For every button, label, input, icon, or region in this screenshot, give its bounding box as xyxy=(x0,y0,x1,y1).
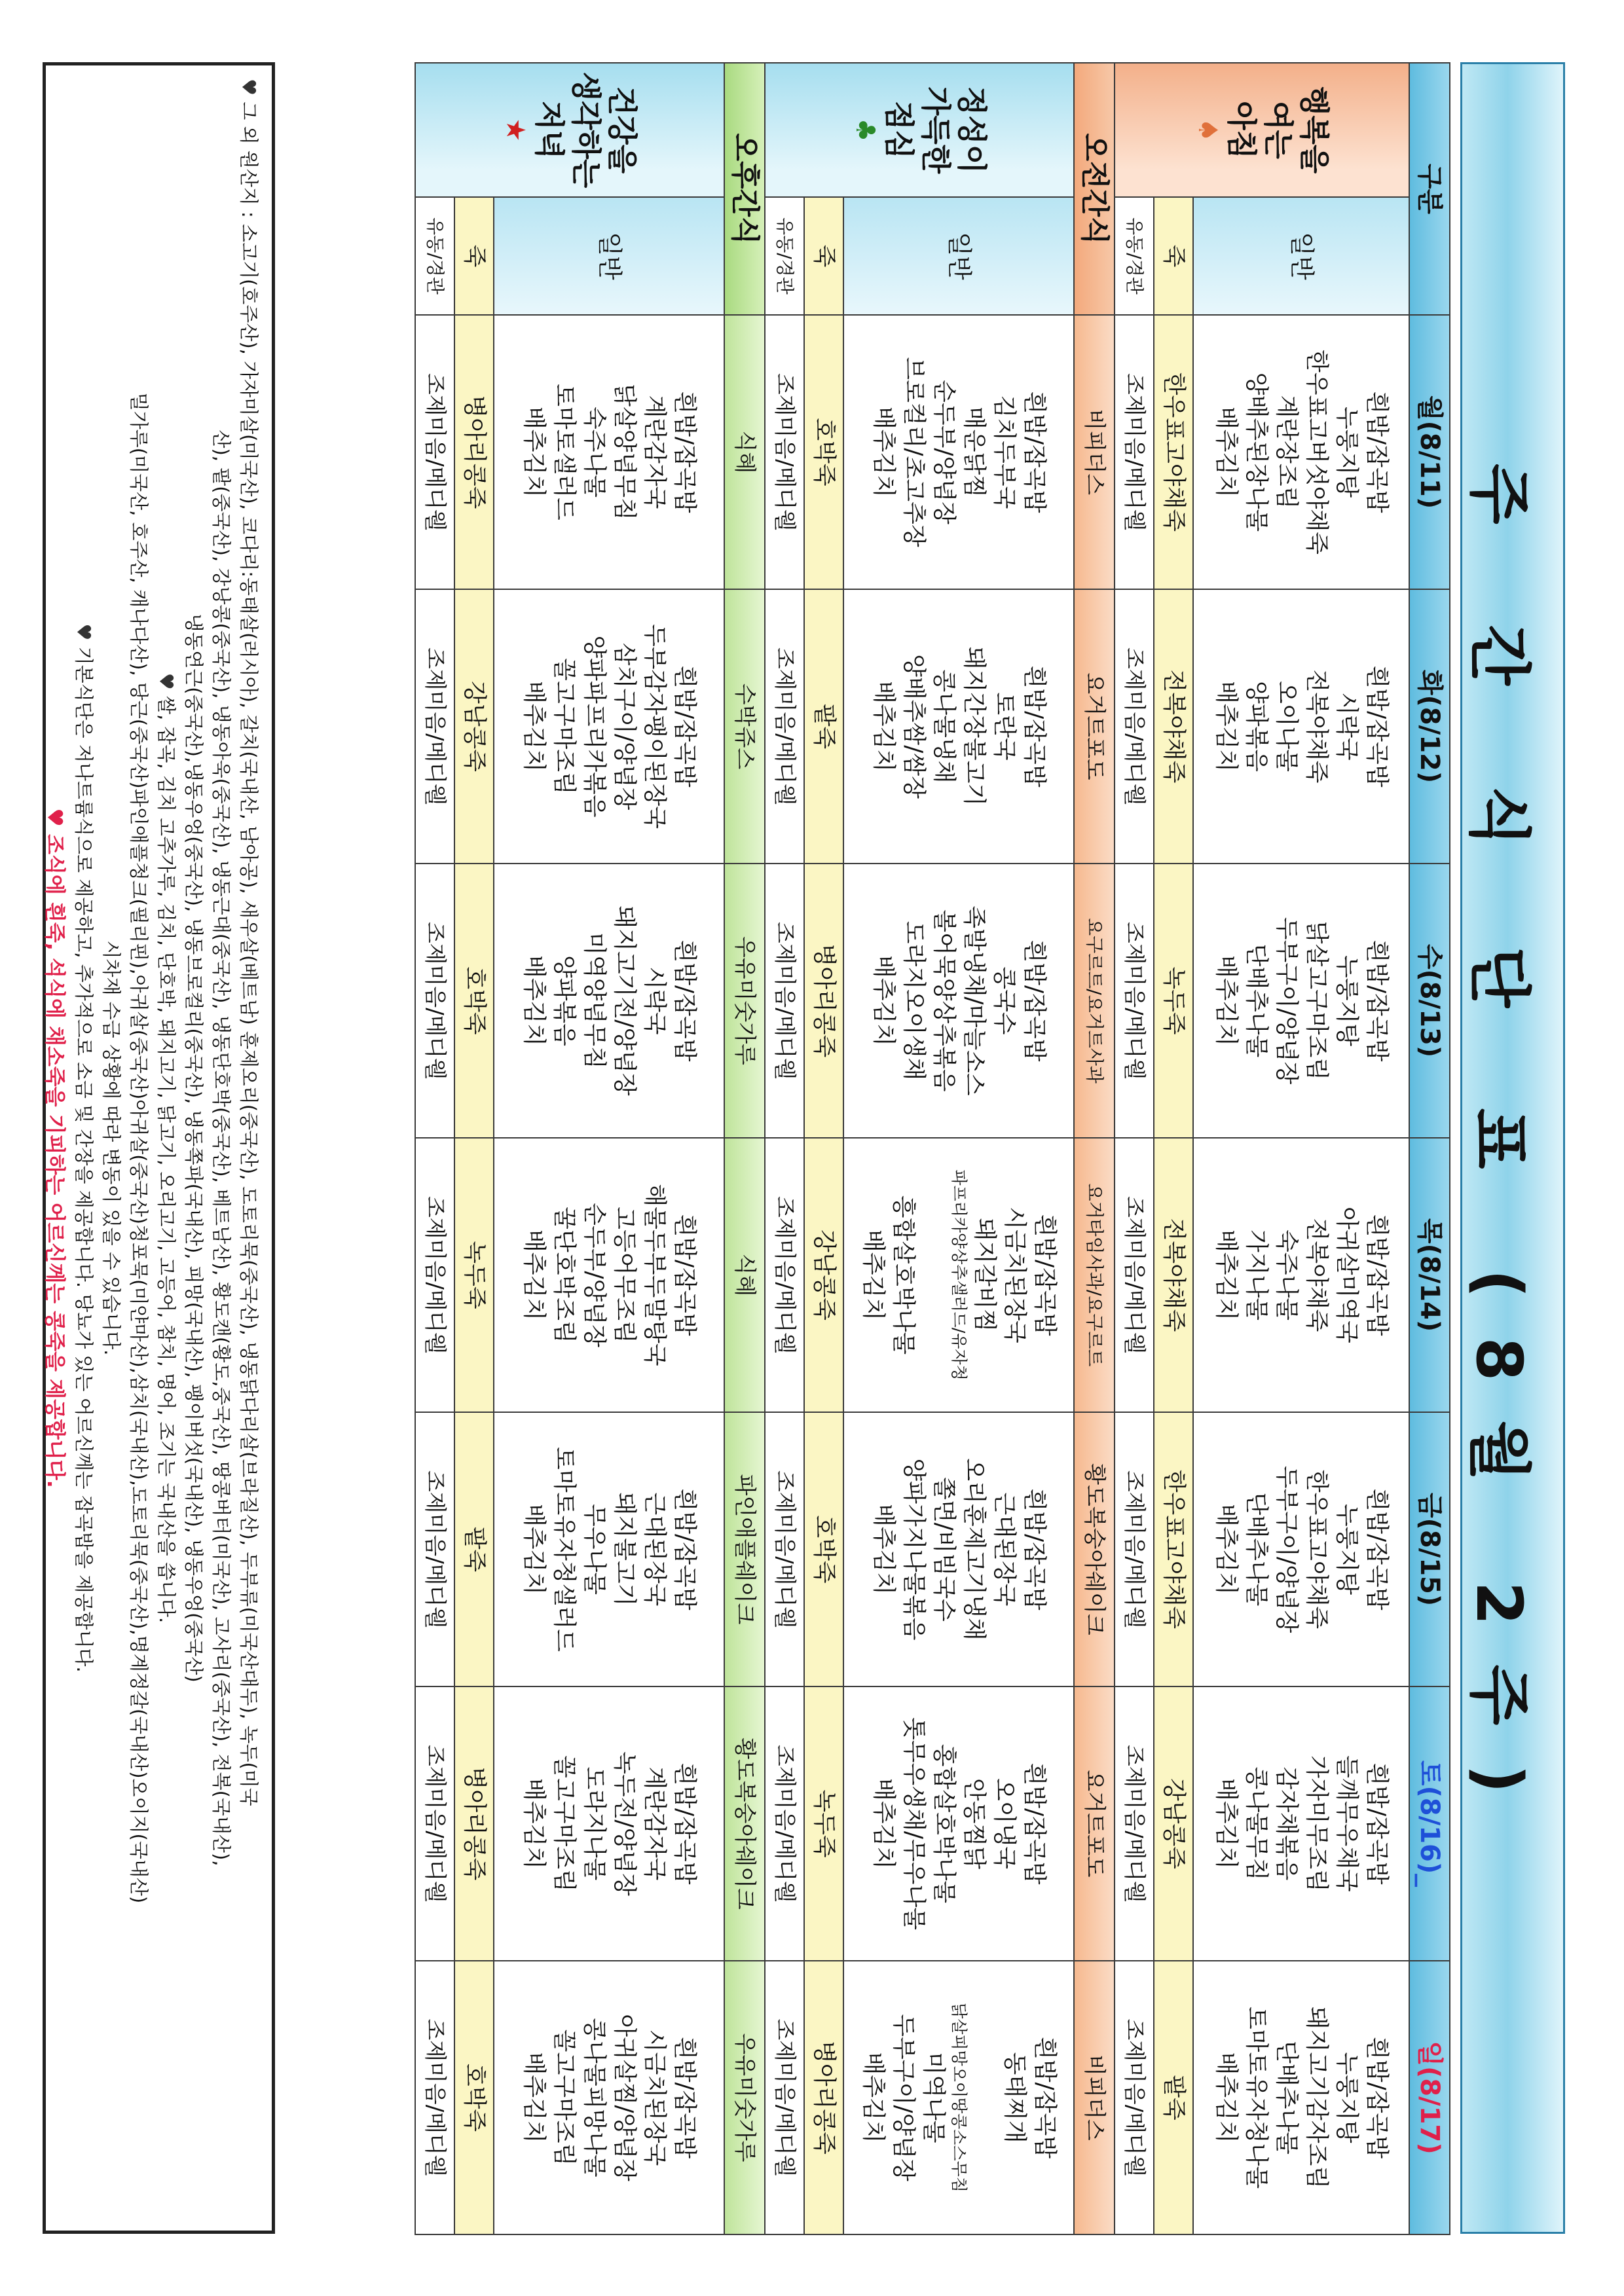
breakfast-symbol-icon: ♠ xyxy=(1192,118,1223,142)
day-header-wed: 수(8/13) xyxy=(1409,864,1450,1138)
dinner-tube-day-5: 조제미음/메디웰 xyxy=(415,1686,454,1961)
dish-item: 누룽지탕 xyxy=(1333,406,1361,498)
dish-item: 돼지고기감자조림 xyxy=(1303,2006,1331,2189)
lunch-tube-day-4: 조제미음/메디웰 xyxy=(765,1412,804,1686)
breakfast-porridge-day-0: 한우표고야채죽 xyxy=(1154,315,1193,589)
breakfast-label-line: 여는 xyxy=(1260,101,1296,159)
dish-item: 숙주나물 xyxy=(1273,1229,1300,1321)
dish-item: 근대된장국 xyxy=(991,1492,1018,1607)
am_snack-day-0: 비피더스 xyxy=(1074,315,1115,589)
dish-item: 배추김치 xyxy=(1212,1503,1240,1595)
lunch-porridge-day-4: 호박죽 xyxy=(804,1412,843,1686)
dish-item: 양배추쌈/쌈장 xyxy=(900,654,927,799)
pm_snack-label: 오후간식 xyxy=(724,63,765,315)
category-header: 구분 xyxy=(1409,63,1450,315)
dish-item: 아귀살미역국 xyxy=(1333,1207,1361,1343)
dish-item: 배추김치 xyxy=(520,1229,547,1321)
dish-item: 배추김치 xyxy=(1212,1777,1240,1870)
lunch-porridge-day-5: 녹두죽 xyxy=(804,1686,843,1961)
day-header-fri: 금(8/15) xyxy=(1409,1412,1450,1686)
dish-item: 흰밥/잡곡밥 xyxy=(1363,1762,1391,1885)
warning-text: 조식에 흰죽, 석식에 채소죽을 기피하는 어르신께는 콩죽을 제공합니다. xyxy=(42,834,67,1488)
dinner-porridge-label: 죽 xyxy=(454,197,494,315)
dish-item: 콩국수 xyxy=(991,966,1018,1035)
dish-item: 들깨무우채국 xyxy=(1333,1755,1361,1892)
am_snack-day-4: 황도복숭아쉐이크 xyxy=(1074,1412,1115,1686)
dish-item: 콩나물피망나물 xyxy=(581,2018,608,2178)
dish-item: 닭살고구마조림 xyxy=(1303,920,1331,1081)
dinner-general-day-4 xyxy=(494,1412,724,1686)
notes-warning-line xyxy=(39,79,69,2217)
dish-item: 오이나물 xyxy=(1273,680,1300,773)
dish-item xyxy=(918,1139,948,1412)
breakfast-general-day-6 xyxy=(1193,1961,1409,2234)
dish-item: 한우표고버섯야채죽 xyxy=(1303,350,1331,555)
menu-body xyxy=(415,63,1409,2234)
pm_snack-row xyxy=(724,63,765,2234)
dish-item: 꼴고구마조림 xyxy=(550,658,578,795)
dinner-tube-row xyxy=(415,63,454,2234)
heart-bullet-icon: ♥ xyxy=(238,79,260,102)
dinner-porridge-day-0: 병아리콩죽 xyxy=(454,315,494,589)
breakfast-general-label: 일반 xyxy=(1193,197,1409,315)
am_snack-day-1: 요거트포도 xyxy=(1074,589,1115,864)
pm_snack-day-4: 파인애플쉐이크 xyxy=(724,1412,765,1686)
pm_snack-day-6: 우유미숫가루 xyxy=(724,1961,765,2234)
dish-item: 가지나물 xyxy=(1242,1229,1270,1321)
dish-item: 흰밥/잡곡밥 xyxy=(671,665,699,788)
dish-item: 시금치된장국 xyxy=(1001,1207,1029,1343)
dish-item: 쫄면/비빔국수 xyxy=(931,1477,957,1622)
dish-item: 두부감자팽이된장국 xyxy=(641,624,669,829)
dish-item: 흰밥/잡곡밥 xyxy=(1363,1214,1391,1336)
dinner-porridge-day-6: 호박죽 xyxy=(454,1961,494,2234)
day-header-sat: 토(8/16)_ xyxy=(1409,1686,1450,1961)
lunch-general-day-5 xyxy=(843,1686,1074,1961)
dish-item: 순두부/양념장 xyxy=(581,1203,608,1347)
dinner-porridge-day-2: 호박죽 xyxy=(454,864,494,1138)
dish-item: 매운닭찜 xyxy=(961,406,988,498)
dish-item: 배추김치 xyxy=(870,1777,897,1870)
lunch-general-label: 일반 xyxy=(843,197,1074,315)
notes-origin-line xyxy=(153,79,180,2217)
menu-frame xyxy=(39,62,1565,2234)
lunch-porridge-day-6: 병아리콩죽 xyxy=(804,1961,843,2234)
dish-item: 톳무우생채/무우나물 xyxy=(900,1717,927,1931)
dish-item: 배추김치 xyxy=(520,406,547,498)
lunch-general-day-0 xyxy=(843,315,1074,589)
notes-rule-line xyxy=(70,79,98,2217)
lunch-tube-day-1: 조제미음/메디웰 xyxy=(765,589,804,864)
dish-item: 전복야채죽 xyxy=(1303,1218,1331,1332)
dish-item: 시금치된장국 xyxy=(641,2029,669,2166)
dinner-general-row xyxy=(494,63,724,2234)
dish-item: 족발냉채/마늘소스 xyxy=(961,905,988,1096)
dinner-label-line: 생각하는 xyxy=(568,71,604,189)
breakfast-general-day-3 xyxy=(1193,1138,1409,1412)
dish-item: 시락국 xyxy=(1333,692,1361,761)
dish-item: 배추김치 xyxy=(520,955,547,1047)
dish-item: 계란장조림 xyxy=(1273,395,1300,509)
am_snack-day-5: 요거트포도 xyxy=(1074,1686,1115,1961)
notes-origin-line xyxy=(235,79,263,2217)
dish-item: 미역양념무침 xyxy=(581,932,608,1069)
lunch-porridge-row xyxy=(804,63,843,2234)
dinner-general-day-2 xyxy=(494,864,724,1138)
breakfast-label-line: 아침 xyxy=(1224,101,1260,159)
dish-item: 흰밥/잡곡밥 xyxy=(1021,665,1048,788)
pm_snack-day-0: 식혜 xyxy=(724,315,765,589)
dinner-porridge-day-1: 강남콩죽 xyxy=(454,589,494,864)
dish-item: 숙주나물 xyxy=(581,406,608,498)
dish-item: 배추김치 xyxy=(870,680,897,773)
breakfast-porridge-day-2: 녹두죽 xyxy=(1154,864,1193,1138)
dinner-general-day-1 xyxy=(494,589,724,864)
breakfast-general-day-5 xyxy=(1193,1686,1409,1961)
notes-origin-line: 산), 팥(중국산), 강낭콩(중국산), 냉동아욱(중국산), 냉동근대(중국산), 냉동단호박(중국산), 베트남산), 황도캔(황도,중국산), 땅콩버터(미국산), 고사리(중국산), 전복(국내산), xyxy=(210,429,232,1867)
dish-item: 양파볶음 xyxy=(1242,680,1270,773)
dish-item: 돼지간장불고기 xyxy=(961,646,988,807)
am_snack-day-6: 비피더스 xyxy=(1074,1961,1115,2234)
dinner-general-day-6 xyxy=(494,1961,724,2234)
dish-item: 누룽지탕 xyxy=(1333,2052,1361,2143)
dish-item: 고등어무조림 xyxy=(611,1207,638,1343)
lunch-symbol-icon: ♣ xyxy=(850,118,881,142)
dish-item: 동태찌개 xyxy=(1001,2052,1029,2143)
pm_snack-day-3: 식혜 xyxy=(724,1138,765,1412)
lunch-general-day-4 xyxy=(843,1412,1074,1686)
dish-item: 배추김치 xyxy=(1212,955,1240,1047)
breakfast-general-day-4 xyxy=(1193,1412,1409,1686)
dinner-label xyxy=(415,63,724,197)
lunch-porridge-day-1: 팥죽 xyxy=(804,589,843,864)
dish-item: 계란감자국 xyxy=(641,1766,669,1881)
dish-item: 도라지나물 xyxy=(581,1766,608,1881)
dinner-symbol-icon: ★ xyxy=(500,118,531,142)
notes-origin-line: 밀가루(미국산, 호주산, 캐나다산), 당근(중국산)파인애플청크(필리핀),아귀살(중국산)아귀살(중국산)청포묵(미얀마산),삼치(국내산),도토리묵(중국산),명계정갈(국내산)오이지(국내산) xyxy=(127,392,150,1904)
notes-origin-line: 시차재 수급 상황에 따라 변동이 있을 수 있습니다. xyxy=(100,940,122,1356)
dish-item: 홍합살호박나물 xyxy=(931,1743,957,1904)
lunch-label-line: 점심 xyxy=(881,101,917,159)
dish-item: 볼어묵양상추볶음 xyxy=(931,909,957,1092)
lunch-general-day-2 xyxy=(843,864,1074,1138)
dish-item: 배추김치 xyxy=(870,955,897,1047)
dinner-general-day-0 xyxy=(494,315,724,589)
dish-item: 가자미무조림 xyxy=(1303,1755,1331,1892)
breakfast-label xyxy=(1115,63,1409,197)
dish-item xyxy=(969,1961,999,2234)
dish-item: 콩나물무침 xyxy=(1242,1766,1270,1881)
dish-item: 토마토샐러드 xyxy=(550,384,578,520)
dish-item: 누룽지탕 xyxy=(1333,955,1361,1047)
dish-item: 흰밥/잡곡밥 xyxy=(671,1762,699,1885)
lunch-general-row xyxy=(843,63,1074,2234)
breakfast-tube-label: 유동/경관 xyxy=(1115,197,1154,315)
dish-item: 흥합살호박나물 xyxy=(889,1195,917,1355)
breakfast-general-day-0 xyxy=(1193,315,1409,589)
dish-item: 돼지고기전/양념장 xyxy=(611,905,638,1096)
dish-item: 흰밥/잡곡밥 xyxy=(671,1214,699,1336)
dish-item: 배추김치 xyxy=(1212,680,1240,773)
dish-item: 감자채볶음 xyxy=(1273,1766,1300,1881)
dinner-porridge-row xyxy=(454,63,494,2234)
dish-item: 꿀단호박조림 xyxy=(550,1207,578,1343)
origin-text-1: 그 외 원산지 : 소고기(호주산), 가자미살(미국산), 코다리:동태살(러시아), 갈치(국내산, 남아공), 새우살(베트남) 훈제오리(중국산), 도토리묵(중국산), 냉동닭다리살(브라질산), 두부류(미국산대두), 녹두(미국 xyxy=(238,101,260,1806)
dish-item: 꼴고구마조림 xyxy=(550,1755,578,1892)
breakfast-porridge-day-5: 강남콩죽 xyxy=(1154,1686,1193,1961)
dish-item: 김치두부국 xyxy=(991,395,1018,509)
dish-item: 흰밥/잡곡밥 xyxy=(671,391,699,513)
dish-item: 양파가지나물볶음 xyxy=(900,1458,927,1641)
dish-item: 흰밥/잡곡밥 xyxy=(671,1488,699,1611)
dish-item: 흰밥/잡곡밥 xyxy=(1031,1214,1059,1336)
dish-item: 흰밥/잡곡밥 xyxy=(1363,2036,1391,2159)
dish-item: 오이냉국 xyxy=(991,1777,1018,1870)
breakfast-tube-day-6: 조제미음/메디웰 xyxy=(1115,1961,1154,2234)
breakfast-porridge-day-4: 한우표고야채죽 xyxy=(1154,1412,1193,1686)
dish-item: 배추김치 xyxy=(520,680,547,773)
dish-item: 무우나물 xyxy=(581,1503,608,1595)
dish-item: 순두부/양념장 xyxy=(931,380,957,524)
dish-item: 흰밥/잡곡밥 xyxy=(1363,391,1391,513)
dish-item: 돼지갈비찜 xyxy=(971,1218,999,1332)
pm_snack-day-2: 우유미숫가루 xyxy=(724,864,765,1138)
breakfast-label-line: 행복을 xyxy=(1296,86,1332,174)
am_snack-label: 오전간식 xyxy=(1074,63,1115,315)
dish-item: 배추김치 xyxy=(870,406,897,498)
breakfast-tube-day-5: 조제미음/메디웰 xyxy=(1115,1686,1154,1961)
dish-item: 배추김치 xyxy=(520,1777,547,1870)
dinner-general-label: 일반 xyxy=(494,197,724,315)
breakfast-porridge-row xyxy=(1154,63,1193,2234)
lunch-porridge-day-3: 강남콩죽 xyxy=(804,1138,843,1412)
dish-item: 배추김치 xyxy=(520,1503,547,1595)
dish-item: 녹두전/양념장 xyxy=(611,1751,638,1896)
dish-item: 아귀살찜/양념장 xyxy=(611,2014,638,2181)
lunch-porridge-label: 죽 xyxy=(804,197,843,315)
heart-bullet-icon: ♥ xyxy=(155,672,177,696)
dish-item: 흰밥/잡곡밥 xyxy=(671,2036,699,2159)
dinner-tube-day-4: 조제미음/메디웰 xyxy=(415,1412,454,1686)
dinner-tube-day-6: 조제미음/메디웰 xyxy=(415,1961,454,2234)
dish-item: 누룽지탕 xyxy=(1333,1503,1361,1595)
dish-item: 파프리카양상추샐러드/유자청 xyxy=(950,1169,969,1381)
header-row xyxy=(1409,63,1450,2234)
dish-item: 흰밥/잡곡밥 xyxy=(1021,939,1048,1062)
dish-item: 닭살피망오이땅콩소스무침 xyxy=(950,2003,969,2193)
dish-item: 브로컬리/초고추장 xyxy=(900,357,927,547)
lunch-tube-day-0: 조제미음/메디웰 xyxy=(765,315,804,589)
dinner-general-day-5 xyxy=(494,1686,724,1961)
breakfast-tube-day-3: 조제미음/메디웰 xyxy=(1115,1138,1154,1412)
breakfast-porridge-label: 죽 xyxy=(1154,197,1193,315)
dish-item: 흰밥/잡곡밥 xyxy=(1363,665,1391,788)
day-header-tue: 화(8/12) xyxy=(1409,589,1450,864)
pm_snack-day-1: 수박쥬스 xyxy=(724,589,765,864)
lunch-tube-day-5: 조제미음/메디웰 xyxy=(765,1686,804,1961)
dish-item: 토란국 xyxy=(991,692,1018,761)
dinner-porridge-day-5: 병아리콩죽 xyxy=(454,1686,494,1961)
dinner-label-line: 건강을 xyxy=(604,86,640,174)
dish-item: 양파파프리카볶음 xyxy=(581,635,608,818)
dish-item: 미역나물 xyxy=(920,2052,947,2143)
lunch-general-day-1 xyxy=(843,589,1074,864)
lunch-tube-row xyxy=(765,63,804,2234)
dinner-tube-day-1: 조제미음/메디웰 xyxy=(415,589,454,864)
dish-item: 계란감자국 xyxy=(641,395,669,509)
day-header-thu: 목(8/14) xyxy=(1409,1138,1450,1412)
lunch-general-day-6 xyxy=(843,1961,1074,2234)
dish-item: 토마토유자청샐러드 xyxy=(550,1447,578,1652)
dish-item: 흰밥/잡곡밥 xyxy=(1021,1488,1048,1611)
am_snack-row xyxy=(1074,63,1115,2234)
pm_snack-day-5: 황도복숭아쉐이크 xyxy=(724,1686,765,1961)
lunch-label-line: 정성이 xyxy=(953,86,989,174)
dish-item: 흰밥/잡곡밥 xyxy=(1363,939,1391,1062)
breakfast-porridge-day-1: 전복야채죽 xyxy=(1154,589,1193,864)
breakfast-general-day-2 xyxy=(1193,864,1409,1138)
dish-item: 배추김치 xyxy=(520,2052,547,2143)
dish-item: 닭살양념무침 xyxy=(611,384,638,520)
breakfast-general-day-1 xyxy=(1193,589,1409,864)
breakfast-tube-day-0: 조제미음/메디웰 xyxy=(1115,315,1154,589)
dish-item: 흰밥/잡곡밥 xyxy=(1031,2036,1059,2159)
lunch-tube-label: 유동/경관 xyxy=(765,197,804,315)
dish-item: 두부구이/양념장 xyxy=(1273,1465,1300,1633)
dish-item: 단배추나물 xyxy=(1242,943,1270,1058)
dish-item: 두부구이/양념장 xyxy=(1273,917,1300,1085)
day-header-mon: 월(8/11) xyxy=(1409,315,1450,589)
breakfast-tube-row xyxy=(1115,63,1154,2234)
lunch-label-line: 가득한 xyxy=(917,86,953,174)
dish-item: 배추김치 xyxy=(859,2052,887,2143)
dish-item: 콩나물냉채 xyxy=(931,669,957,784)
lunch-porridge-day-2: 병아리콩죽 xyxy=(804,864,843,1138)
notes-box xyxy=(43,62,275,2234)
dish-item: 한우표고야채죽 xyxy=(1303,1469,1331,1630)
dish-item: 흰밥/잡곡밥 xyxy=(1021,391,1048,513)
lunch-tube-day-2: 조제미음/메디웰 xyxy=(765,864,804,1138)
heart-bullet-icon: ♥ xyxy=(72,623,95,647)
dish-item: 토마토유자청나물 xyxy=(1242,2006,1270,2189)
dinner-tube-label: 유동/경관 xyxy=(415,197,454,315)
lunch-porridge-day-0: 호박죽 xyxy=(804,315,843,589)
dish-item: 배추김치 xyxy=(1212,1229,1240,1321)
dish-item: 안동찜닭 xyxy=(961,1777,988,1870)
dinner-label-line: 저녁 xyxy=(532,101,568,159)
lunch-general-day-3 xyxy=(843,1138,1074,1412)
dish-item: 오리훈제고기냉채 xyxy=(961,1458,988,1641)
title-bar xyxy=(1460,62,1565,2234)
page-title: 주 간 식 단 표 (8월 2주) xyxy=(1462,463,1536,1833)
dinner-tube-day-2: 조제미음/메디웰 xyxy=(415,864,454,1138)
dish-item: 흰밥/잡곡밥 xyxy=(1363,1488,1391,1611)
breakfast-porridge-day-3: 전복야채죽 xyxy=(1154,1138,1193,1412)
breakfast-tube-day-2: 조제미음/메디웰 xyxy=(1115,864,1154,1138)
dish-item: 단배추나물 xyxy=(1273,2041,1300,2155)
lunch-tube-day-6: 조제미음/메디웰 xyxy=(765,1961,804,2234)
dish-item: 단배추나물 xyxy=(1242,1492,1270,1607)
dish-item: 시락국 xyxy=(641,966,669,1035)
lunch-tube-day-3: 조제미음/메디웰 xyxy=(765,1138,804,1412)
day-header-sun: 일(8/17) xyxy=(1409,1961,1450,2234)
dinner-tube-day-0: 조제미음/메디웰 xyxy=(415,315,454,589)
breakfast-general-row xyxy=(1193,63,1409,2234)
dish-item: 도라지오이생채 xyxy=(900,920,927,1081)
dish-item: 양배추된장나물 xyxy=(1242,372,1270,532)
notes-origin-line: 냉동연근(중국산),냉동우엉(중국산), 냉동브로컬리(중국산), 냉동쪽파(국내산), 피망(국내산), 팽이버섯(국내산), 냉동우엉(중국산) xyxy=(182,613,205,1683)
origin-text-4: 쌀, 잡곡, 김치 고추가루, 김치, 단호박, 돼지고기, 닭고기, 오리고기, 고등어, 참치, 명어, 조기는 국내산을 씁니다. xyxy=(155,695,177,1624)
dish-item: 해물두부두말탕국 xyxy=(641,1184,669,1366)
am_snack-day-2: 요구르트/요거트사과 xyxy=(1074,864,1115,1138)
dinner-porridge-day-4: 팥죽 xyxy=(454,1412,494,1686)
dish-item: 배추김치 xyxy=(859,1229,887,1321)
rule-text: 기본식단은 저나트륨식으로 제공하고, 추가적으로 소금 및 간장을 제공합니다. 당뇨가 있는 어르신께는 잡곡밥을 제공합니다. xyxy=(72,646,95,1673)
dish-item: 삼치구이/양념장 xyxy=(611,642,638,811)
dinner-porridge-day-3: 녹두죽 xyxy=(454,1138,494,1412)
dish-item: 두부구이/양념장 xyxy=(889,2014,917,2181)
breakfast-tube-day-4: 조제미음/메디웰 xyxy=(1115,1412,1154,1686)
heart-bullet-icon: ♥ xyxy=(42,808,67,835)
dish-item: 배추김치 xyxy=(1212,406,1240,498)
dish-item: 꼴고구마조림 xyxy=(550,2029,578,2166)
dish-item: 근대된장국 xyxy=(641,1492,669,1607)
breakfast-porridge-day-6: 팥죽 xyxy=(1154,1961,1193,2234)
dish-item: 흰밥/잡곡밥 xyxy=(671,939,699,1062)
lunch-label xyxy=(765,63,1074,197)
weekly-menu-table xyxy=(415,62,1450,2235)
dish-item: 흰밥/잡곡밥 xyxy=(1021,1762,1048,1885)
dish-item: 양파볶음 xyxy=(550,955,578,1047)
dish-item: 배추김치 xyxy=(870,1503,897,1595)
dinner-general-day-3 xyxy=(494,1138,724,1412)
dish-item: 전복야채죽 xyxy=(1303,669,1331,784)
dish-item: 돼지불고기 xyxy=(611,1492,638,1607)
dish-item: 배추김치 xyxy=(1212,2052,1240,2143)
breakfast-tube-day-1: 조제미음/메디웰 xyxy=(1115,589,1154,864)
am_snack-day-3: 요거타임사과/요구르트 xyxy=(1074,1138,1115,1412)
dinner-tube-day-3: 조제미음/메디웰 xyxy=(415,1138,454,1412)
